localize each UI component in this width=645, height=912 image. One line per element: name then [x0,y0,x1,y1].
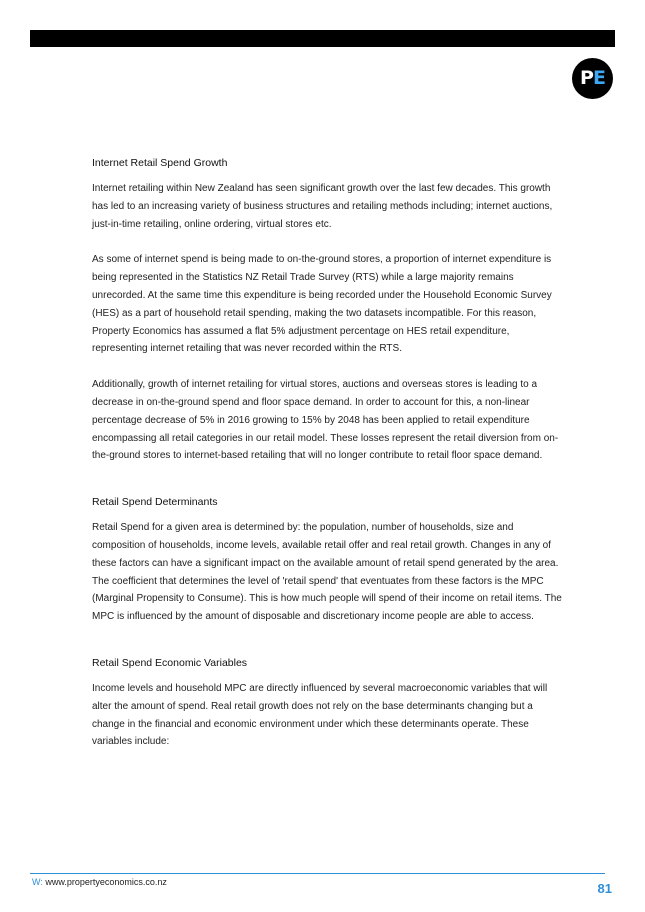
section-heading-retail-determinants: Retail Spend Determinants [92,496,218,509]
paragraph: Additionally, growth of internet retailing for virtual stores, auctions and overseas stores is leading to a decrease in on-the-ground spend and floor space demand. In order to account for this, a non-linear percentage decrease of 5% in 2016 growing to 15% by 2048 has been applied to retail expenditure encompassing all retail categories in our retail model. These losses represent the retail diversion from on-the-ground stores to internet-based retailing that will no longer contribute to retail floor space demand. [92,379,559,462]
footer-divider [30,873,605,874]
company-logo [572,58,613,99]
paragraph: Internet retailing within New Zealand has seen significant growth over the last few decades. This growth has led to an increasing variety of business structures and retailing methods including; internet auctions, just-in-time retailing, online ordering, virtual stores etc. [92,183,553,230]
logo-letter-e: E [592,67,605,89]
logo-letter-p: P [580,67,593,89]
section-heading-economic-variables: Retail Spend Economic Variables [92,656,248,669]
paragraph: Income levels and household MPC are directly influenced by several macroeconomic variables that will alter the amount of spend. Real retail growth does not rely on the base determinants changing but a change in the financial and economic environment under which these determinants operate. These variables include: [92,682,548,748]
website-link[interactable]: www.propertyeconomics.co.nz [45,877,167,887]
footer-website [32,877,167,887]
page-number: 81 [597,881,612,896]
document-body [92,152,562,751]
section-heading-internet-retail: Internet Retail Spend Growth [92,157,228,169]
website-label: W: [32,877,43,887]
header-bar [30,30,615,47]
paragraph: Retail Spend for a given area is determined by: the population, number of households, size and composition of households, income levels, available retail offer and real retail growth. Changes in any of these factors can have a significant impact on the available amount of retail spend generated by the area. The coefficient that determines the level of 'retail spend' that eventuates from these factors is the MPC (Marginal Propensity to Consume). This is how much people will spend of their income on retail items. The MPC is influenced by the amount of disposable and discretionary income people are able to access. [92,522,562,623]
paragraph: As some of internet spend is being made to on-the-ground stores, a proportion of internet expenditure is being represented in the Statistics NZ Retail Trade Survey (RTS) while a large majority remains unrecorded. At the same time this expenditure is being recorded under the Household Economic Survey (HES) as a part of household retail spending, making the two datasets incompatible. For this reason, Property Economics has assumed a flat 5% adjustment percentage on HES retail expenditure, representing internet retailing that was never recorded within the RTS. [92,254,552,355]
logo-monogram [580,69,605,88]
